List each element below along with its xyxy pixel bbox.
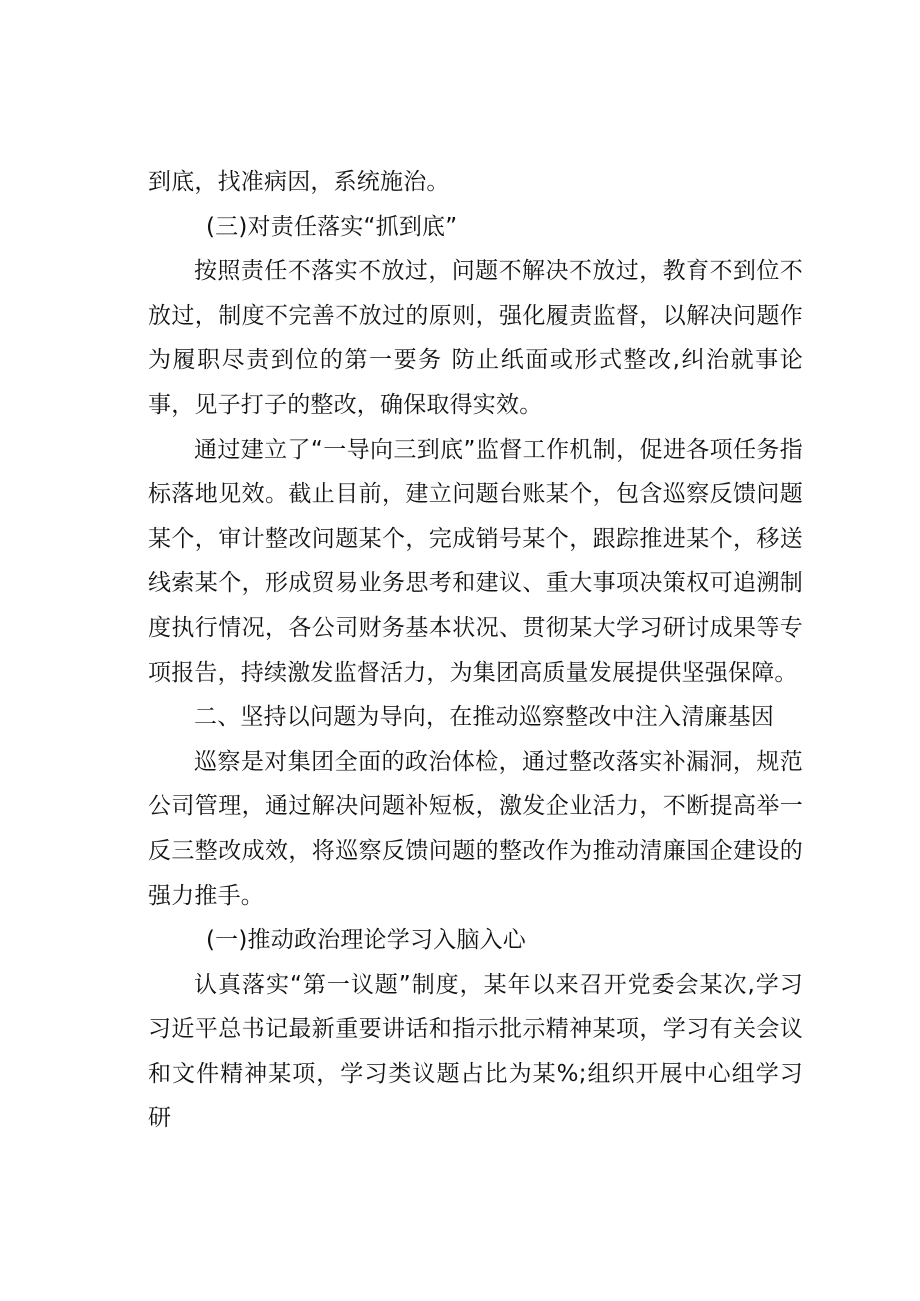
paragraph-responsibility: 按照责任不落实不放过，问题不解决不放过，教育不到位不放过，制度不完善不放过的原则，强化履责监督，以解决问题作为履职尽责到位的第一要务 防止纸面或形式整改,纠治就事论事，见子打子的整改，确保取得实效。 <box>148 258 803 418</box>
document-body <box>148 160 803 1141</box>
subheading-political-study: (一)推动政治理论学习入脑入心 <box>206 927 526 954</box>
paragraph-mechanism: 通过建立了“一导向三到底”监督工作机制，促进各项任务指标落地见效。截止目前，建立问题台账某个，包含巡察反馈问题某个，审计整改问题某个，完成销号某个，跟踪推进某个，移送线索某个，形成贸易业务思考和建议、重大事项决策权可追溯制度执行情况，各公司财务基本状况、贯彻某大学习研讨成果等专项报告，持续激发监督活力，为集团高质量发展提供坚强保障。 <box>148 436 803 686</box>
subheading-responsibility: (三)对责任落实“抓到底” <box>206 213 458 240</box>
section-heading-two: 二、坚持以问题为导向，在推动巡察整改中注入清廉基因 <box>194 704 774 731</box>
paragraph-first-agenda: 认真落实“第一议题”制度，某年以来召开党委会某次,学习习近平总书记最新重要讲话和指示批示精神某项，学习有关会议和文件精神某项，学习类议题占比为某%;组织开展中心组学习研 <box>148 971 803 1132</box>
paragraph-continuation: 到底，找准病因，系统施治。 <box>148 169 450 195</box>
paragraph-inspection: 巡察是对集团全面的政治体检，通过整改落实补漏洞，规范公司管理，通过解决问题补短板，激发企业活力，不断提高举一反三整改成效，将巡察反馈问题的整改作为推动清廉国企建设的强力推手。 <box>148 748 803 909</box>
